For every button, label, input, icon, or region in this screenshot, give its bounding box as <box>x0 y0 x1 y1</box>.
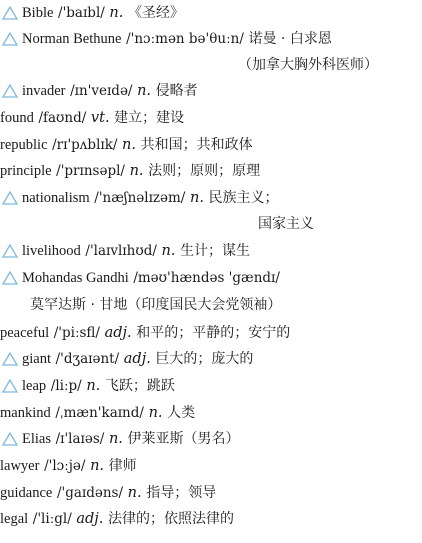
entry-part-of-speech: n. <box>109 5 124 21</box>
entry-part-of-speech: n. <box>86 378 101 394</box>
entry-meaning: 生计；谋生 <box>180 243 251 259</box>
entry-word: Elias <box>22 431 51 447</box>
entry-word: invader <box>22 83 66 99</box>
vocab-entry <box>0 105 422 131</box>
entry-meaning: 指导；领导 <box>146 485 217 501</box>
entry-part-of-speech: adj. <box>76 511 104 527</box>
vocab-entry <box>0 52 422 78</box>
vocab-entry <box>0 426 422 452</box>
entry-part-of-speech: n. <box>127 485 142 501</box>
entry-word: found <box>0 110 34 126</box>
entry-part-of-speech: adj. <box>104 325 132 341</box>
entry-meaning: 法律的；依照法律的 <box>108 511 235 527</box>
entry-meaning: 建立；建设 <box>114 110 185 126</box>
entry-part-of-speech: n. <box>161 243 176 259</box>
entry-phonetic: /'gaɪdəns/ <box>56 485 124 501</box>
entry-word: mankind <box>0 405 51 421</box>
vocab-entry <box>0 373 422 399</box>
entry-meaning: 律师 <box>108 458 137 474</box>
entry-meaning: 《圣经》 <box>127 5 184 21</box>
entry-word: Mohandas Gandhi <box>22 270 129 286</box>
entry-part-of-speech: adj. <box>123 351 151 367</box>
vocab-entry <box>0 132 422 158</box>
entry-word: nationalism <box>22 190 90 206</box>
vocab-entry <box>0 400 422 426</box>
vocab-entry <box>0 0 422 26</box>
vocab-entry <box>0 346 422 372</box>
entry-phonetic: /ɪ'laɪəs/ <box>55 431 105 447</box>
entry-phonetic: /'laɪvlɪhʊd/ <box>85 243 157 259</box>
triangle-marker-icon <box>2 271 18 285</box>
entry-word: guidance <box>0 485 53 501</box>
vocab-entry <box>0 78 422 104</box>
entry-phonetic: /'nɔːmən bə'θuːn/ <box>126 31 244 47</box>
entry-word: lawyer <box>0 458 40 474</box>
vocab-entry <box>0 26 422 52</box>
vocab-entry <box>0 211 422 237</box>
entry-meaning: 巨大的；庞大的 <box>155 351 254 367</box>
entry-word: republic <box>0 137 48 153</box>
entry-part-of-speech: n. <box>189 190 204 206</box>
entry-meaning: 和平的；平静的；安宁的 <box>136 325 291 341</box>
vocab-entry <box>0 292 422 318</box>
vocab-entry <box>0 480 422 506</box>
entry-phonetic: /'liːgl/ <box>32 511 72 527</box>
entry-meaning: 法则；原则；原理 <box>148 163 261 179</box>
entry-meaning: 伊莱亚斯（男名） <box>127 431 240 447</box>
triangle-marker-icon <box>2 32 18 46</box>
vocab-entry <box>0 320 422 346</box>
vocab-entry <box>0 158 422 184</box>
triangle-marker-icon <box>2 379 18 393</box>
entry-meaning: 共和国；共和政体 <box>140 137 253 153</box>
entry-part-of-speech: n. <box>108 431 123 447</box>
entry-phonetic: /liːp/ <box>50 378 82 394</box>
entry-phonetic: /'baɪbl/ <box>58 5 105 21</box>
entry-phonetic: /ˌmæn'kaɪnd/ <box>55 405 144 421</box>
triangle-marker-icon <box>2 432 18 446</box>
vocab-entry <box>0 506 422 532</box>
entry-word: principle <box>0 163 52 179</box>
vocab-entry <box>0 238 422 264</box>
entry-word: leap <box>22 378 47 394</box>
entry-phonetic: /'piːsfl/ <box>53 325 100 341</box>
entry-phonetic: /'næʃnəlɪzəm/ <box>94 190 186 206</box>
entry-phonetic: /faʊnd/ <box>38 110 87 126</box>
vocab-entry <box>0 453 422 479</box>
entry-phonetic: /məʊ'hændəs 'gændɪ/ <box>133 270 280 286</box>
vocab-entry <box>0 185 422 211</box>
entry-meaning: 侵略者 <box>155 83 198 99</box>
entry-phonetic: /'lɔːjə/ <box>44 458 86 474</box>
triangle-marker-icon <box>2 244 18 258</box>
entry-word: legal <box>0 511 29 527</box>
vocab-entry <box>0 265 422 291</box>
triangle-marker-icon <box>2 191 18 205</box>
triangle-marker-icon <box>2 6 18 20</box>
entry-meaning: 人类 <box>167 405 196 421</box>
entry-part-of-speech: n. <box>90 458 105 474</box>
entry-part-of-speech: vt. <box>90 110 110 126</box>
entry-meaning: 飞跃；跳跃 <box>104 378 175 394</box>
entry-meaning: 民族主义； <box>208 190 279 206</box>
entry-word: peaceful <box>0 325 50 341</box>
entry-word: giant <box>22 351 51 367</box>
entry-part-of-speech: n. <box>129 163 144 179</box>
entry-meaning-continued: 莫罕达斯 · 甘地（印度国民大会党领袖） <box>30 297 282 313</box>
entry-meaning-continued: 国家主义 <box>258 216 314 232</box>
entry-word: livelihood <box>22 243 81 259</box>
entry-part-of-speech: n. <box>122 137 136 153</box>
entry-meaning-continued: （加拿大胸外科医师） <box>238 57 378 73</box>
entry-phonetic: /rɪ'pʌblɪk/ <box>52 137 118 153</box>
entry-phonetic: /ɪn'veɪdə/ <box>70 83 133 99</box>
entry-part-of-speech: n. <box>148 405 163 421</box>
triangle-marker-icon <box>2 84 18 98</box>
entry-phonetic: /'prɪnsəpl/ <box>56 163 125 179</box>
entry-word: Bible <box>22 5 54 21</box>
entry-part-of-speech: n. <box>137 83 152 99</box>
entry-meaning: 诺曼 · 白求恩 <box>248 31 332 47</box>
entry-phonetic: /'dʒaɪənt/ <box>55 351 120 367</box>
triangle-marker-icon <box>2 352 18 366</box>
entry-word: Norman Bethune <box>22 31 122 47</box>
